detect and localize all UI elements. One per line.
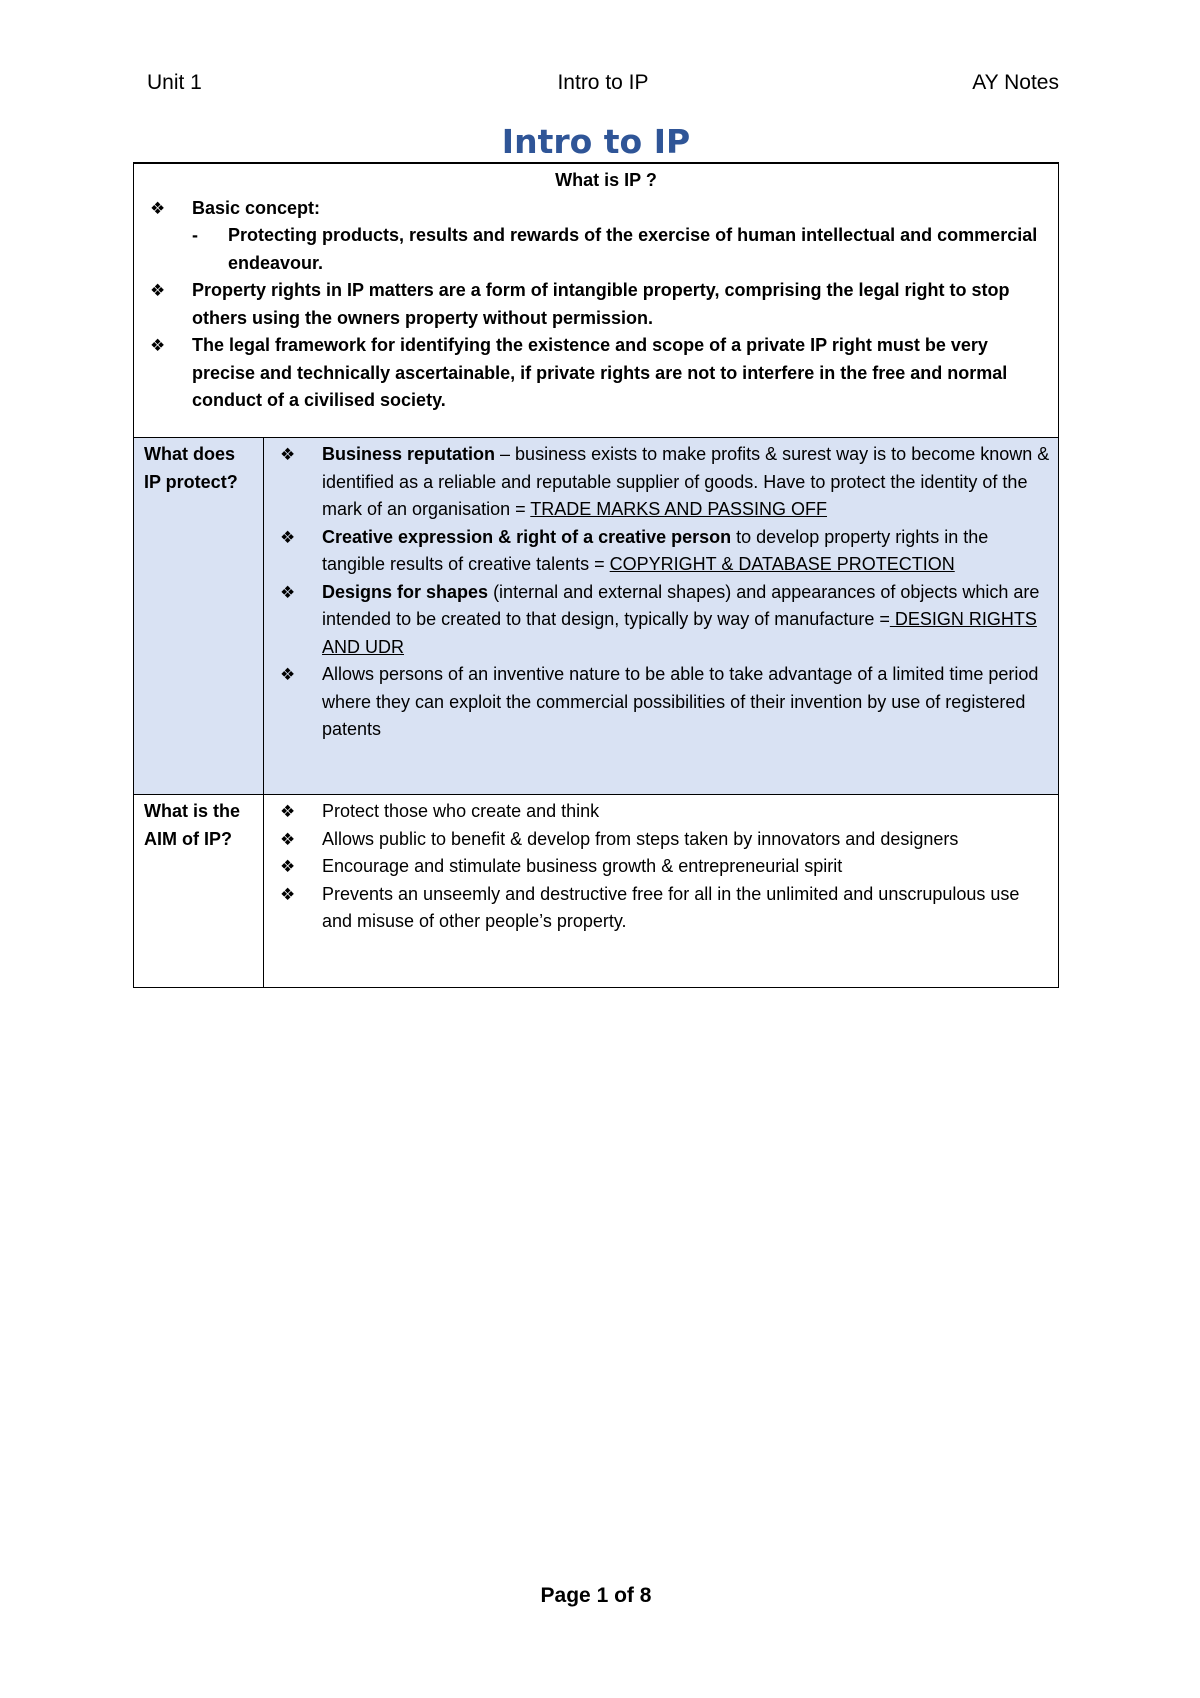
four-diamond-bullet-icon: ❖ — [280, 527, 296, 547]
what-is-aim-of-ip-row — [134, 794, 1058, 987]
protect-item-category: COPYRIGHT & DATABASE PROTECTION — [609, 554, 955, 574]
protect-item-text: to develop property rights in the tangible results of creative talents = — [322, 526, 989, 574]
dash-icon: - — [192, 225, 198, 245]
basic-concept-text: Protecting products, results and rewards of the exercise of human intellectual and commercial endeavour. — [228, 225, 1038, 273]
basic-concept-label: Basic concept: — [192, 197, 321, 218]
page-number — [133, 1584, 1059, 1608]
four-diamond-bullet-icon: ❖ — [150, 198, 166, 218]
protect-item-text: Allows persons of an inventive nature to be able to take advantage of a limited time period where they can exploit the commercial possibilities of their invention by use of registered patents — [322, 664, 1039, 739]
four-diamond-bullet-icon: ❖ — [150, 281, 166, 300]
legal-framework-text: The legal framework for identifying the existence and scope of a private IP right must be very precise and technically ascertainable, if private rights are not to interfere in the free and normal conduct of a civilised society. — [192, 335, 1008, 410]
protect-item — [278, 661, 1052, 744]
aim-label: What is the AIM of IP? — [134, 795, 264, 987]
aim-item — [278, 798, 1052, 826]
bullet-basic-concept — [144, 195, 1048, 223]
header-center: Intro to IP — [557, 71, 649, 94]
bullet-property-rights — [144, 277, 1048, 332]
four-diamond-bullet-icon: ❖ — [280, 884, 296, 904]
protect-item-category: DESIGN RIGHTS AND UDR — [322, 609, 1037, 657]
four-diamond-bullet-icon: ❖ — [280, 582, 296, 602]
protect-item — [278, 441, 1052, 524]
four-diamond-bullet-icon: ❖ — [280, 802, 296, 821]
four-diamond-bullet-icon: ❖ — [150, 336, 166, 355]
protect-item — [278, 579, 1052, 662]
protect-content — [264, 438, 1058, 794]
document-title: Intro to IP — [501, 122, 691, 161]
four-diamond-bullet-icon: ❖ — [280, 857, 296, 876]
aim-item-text: Encourage and stimulate business growth & entrepreneurial spirit — [322, 856, 843, 876]
protect-item-text: (internal and external shapes) and appearances of objects which are intended to be created to that design, typically by way of manufacture = — [322, 581, 1040, 629]
four-diamond-bullet-icon: ❖ — [280, 665, 296, 684]
protect-item-heading: Business reputation — [322, 444, 496, 464]
what-is-ip-section — [134, 163, 1058, 437]
aim-content — [264, 795, 1058, 987]
aim-item-text: Protect those who create and think — [322, 801, 600, 821]
aim-item — [278, 881, 1052, 936]
protect-label: What does IP protect? — [134, 438, 264, 794]
what-is-ip-heading: What is IP ? — [555, 170, 657, 190]
bullet-legal-framework — [144, 332, 1048, 415]
aim-item — [278, 853, 1052, 881]
header-left: Unit 1 — [147, 71, 202, 94]
header-right: AY Notes — [972, 71, 1059, 94]
protect-item-heading: Designs for shapes — [322, 581, 489, 602]
aim-item — [278, 826, 1052, 854]
protect-item-text: – business exists to make profits & surest way is to become known & identified as a reliable and reputable supplier of goods. Have to protect the identity of the mark of an organisation = — [322, 444, 1050, 519]
aim-item-text: Prevents an unseemly and destructive free for all in the unlimited and unscrupulous use and misuse of other people’s property. — [322, 883, 1020, 931]
dash-item-basic-concept — [144, 222, 1048, 277]
protect-item-category: TRADE MARKS AND PASSING OFF — [530, 499, 828, 519]
four-diamond-bullet-icon: ❖ — [280, 445, 296, 464]
what-does-ip-protect-row — [134, 437, 1058, 794]
protect-item — [278, 524, 1052, 579]
protect-item-heading: Creative expression & right of a creative person — [322, 526, 732, 547]
four-diamond-bullet-icon: ❖ — [280, 829, 296, 849]
property-rights-text: Property rights in IP matters are a form of intangible property, comprising the legal right to stop others using the owners property without permission. — [192, 280, 1010, 328]
aim-item-text: Allows public to benefit & develop from steps taken by innovators and designers — [322, 828, 959, 849]
page-number-text: Page 1 of 8 — [540, 1584, 652, 1607]
ip-table — [133, 163, 1059, 988]
